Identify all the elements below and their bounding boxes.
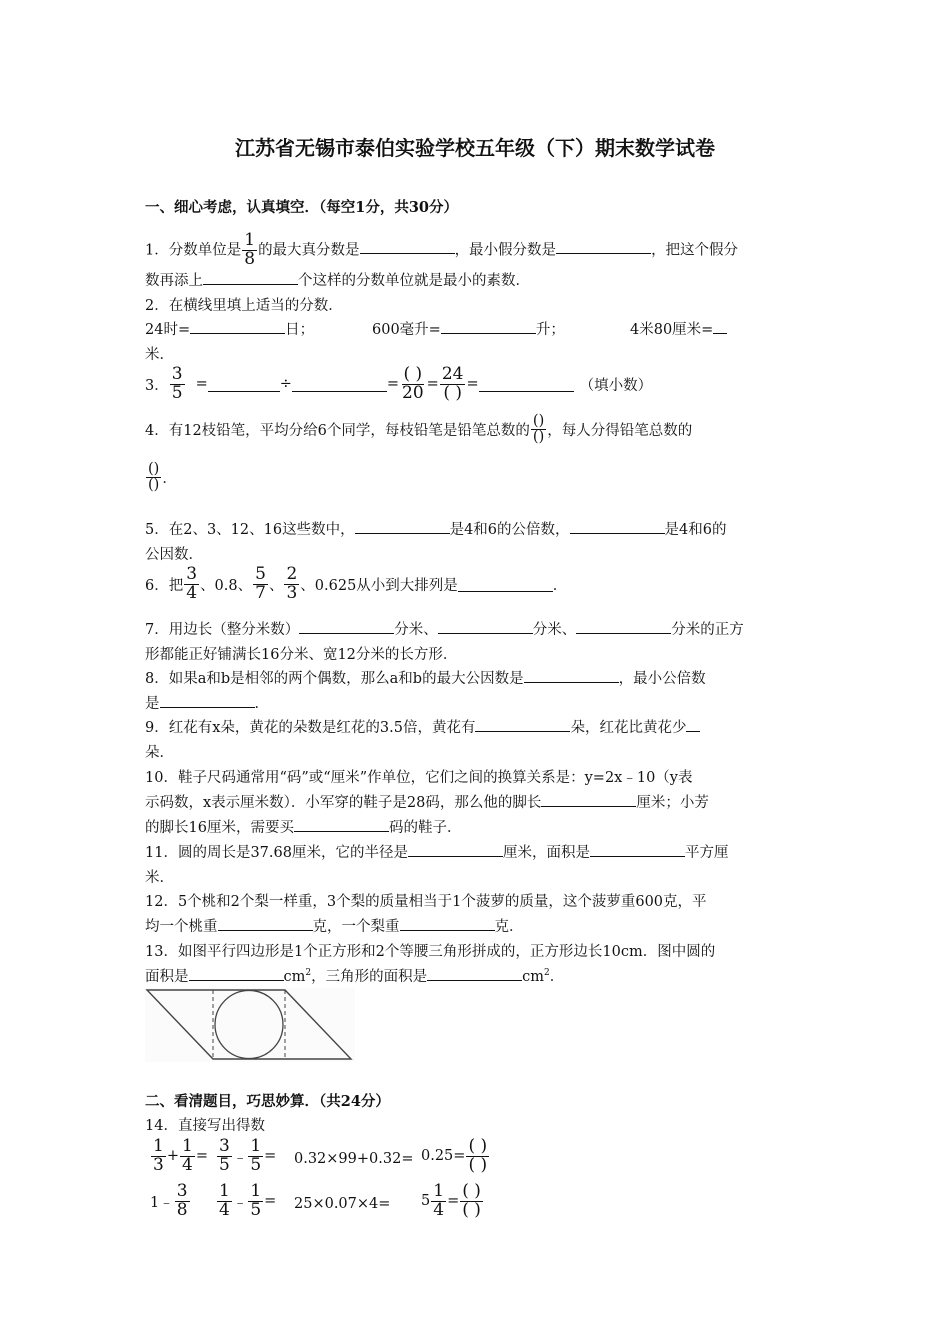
q1-text-c: ，最小假分数是 bbox=[454, 242, 557, 259]
q11-blank-2[interactable] bbox=[590, 842, 685, 857]
question-1-line-2 bbox=[145, 269, 530, 290]
question-1-line-1 bbox=[145, 232, 738, 269]
q1-blank-1[interactable] bbox=[360, 239, 455, 254]
question-7-line-2: 形都能正好铺满长16分米、宽12分米的长方形． bbox=[145, 647, 458, 663]
q4-fraction-blank-2[interactable]: () () bbox=[148, 461, 160, 494]
q10-blank-2[interactable] bbox=[294, 817, 389, 832]
q2-item-a: 24时= 日； bbox=[145, 318, 314, 339]
q14-row2-item1: 1﹣ 3 8 bbox=[150, 1181, 188, 1220]
q3-blank-1[interactable] bbox=[208, 377, 280, 392]
q14-row1-item3: 0.32×99+0.32= bbox=[294, 1151, 414, 1167]
q6-blank[interactable] bbox=[458, 577, 553, 592]
page-title: 江苏省无锡市泰伯实验学校五年级（下）期末数学试卷 bbox=[235, 136, 715, 160]
question-13-line-1: 13．如图平行四边形是1个正方形和2个等腰三角形拼成的，正方形边长10cm．图中圆的 bbox=[145, 944, 716, 960]
q2-item-c-unit: 米． bbox=[145, 347, 174, 363]
q14-row1-item1: 1 3 + $\frac{1}{4}$ = bbox=[153, 1136, 208, 1175]
question-5-line-2: 公因数． bbox=[145, 547, 203, 563]
question-9-line-2: 朵． bbox=[145, 745, 174, 761]
q3-blank-3[interactable] bbox=[479, 377, 574, 392]
q14-fraction-answer-2[interactable]: ( ) ( ) bbox=[462, 1181, 481, 1220]
q9-blank-2[interactable] bbox=[686, 717, 700, 732]
question-4-line-1: 4．有12枝铅笔，平均分给6个同学，每枝铅笔是铅笔总数的 () () ，每人分得铅笔总数的 bbox=[145, 413, 693, 446]
q14-row1-item2: 3 5 ﹣ $\frac{1}{5}$ = bbox=[219, 1136, 277, 1175]
q2-item-c: 4米80厘米= bbox=[630, 318, 727, 339]
question-11-line-1: 11．圆的周长是37.68厘米，它的半径是 厘米，面积是 平方厘 bbox=[145, 841, 728, 862]
q5-blank-1[interactable] bbox=[355, 519, 450, 534]
question-13-line-2: 面积是 $cm^2$，三角形的面积是 $cm^2$． bbox=[145, 965, 564, 986]
question-12-line-1: 12．5个桃和2个梨一样重，3个梨的质量相当于1个菠萝的质量，这个菠萝重600克，平 bbox=[145, 894, 707, 910]
question-7-line-1: 7．用边长（整分米数） 分米、 分米、 分米的正方 bbox=[145, 618, 744, 639]
question-2-text: 2．在横线里填上适当的分数． bbox=[145, 298, 343, 314]
q11-blank-1[interactable] bbox=[408, 842, 503, 857]
q13-blank-1[interactable] bbox=[189, 966, 284, 981]
q2-blank-c[interactable] bbox=[713, 319, 727, 334]
q6-fraction-1: 3 4 bbox=[186, 564, 198, 603]
question-4-line-2: () () ． bbox=[148, 461, 177, 494]
q3-fraction: $\frac{3}{5}$ bbox=[171, 364, 183, 403]
q1-text-b: 的最大真分数是 bbox=[258, 242, 360, 259]
question-6: 6．把 3 4 、0.8、 5 7 、 2 3 、0.625从小到大排列是 ． bbox=[145, 564, 568, 603]
q7-blank-2[interactable] bbox=[438, 619, 533, 634]
question-8-line-1: 8．如果a和b是相邻的两个偶数，那么a和b的最大公因数是 ，最小公倍数 bbox=[145, 667, 706, 688]
q1-text-a: 1．分数单位是 bbox=[145, 242, 242, 259]
q1-blank-3[interactable] bbox=[203, 270, 298, 285]
q1-blank-2[interactable] bbox=[556, 239, 651, 254]
parallelogram-circle-figure bbox=[145, 988, 355, 1062]
q3-fraction-blank-1[interactable]: ( ) 20 bbox=[402, 364, 424, 403]
section-1-heading: 一、细心考虑，认真填空．（每空1分，共30分） bbox=[145, 199, 459, 216]
question-8-line-2: 是 ． bbox=[145, 692, 269, 713]
q14-row2-item4: 5 $\frac{1}{4}$ = ( ) ( ) bbox=[421, 1181, 481, 1220]
section-2-heading: 二、看清题目，巧思妙算．（共24分） bbox=[145, 1093, 390, 1110]
q3-fraction-blank-2[interactable]: 24 ( ) bbox=[441, 364, 464, 403]
q9-blank-1[interactable] bbox=[475, 717, 570, 732]
q6-fraction-3: 2 3 bbox=[286, 564, 298, 603]
q13-blank-2[interactable] bbox=[427, 966, 522, 981]
q2-blank-a[interactable] bbox=[190, 319, 285, 334]
q8-blank-2[interactable] bbox=[160, 693, 255, 708]
question-3: 3． $\frac{3}{5}$ = ÷ = ( ) 20 = 24 ( ) = （填小数） bbox=[145, 364, 653, 403]
question-10-line-1: 10．鞋子尺码通常用“码”或“厘米”作单位，它们之间的换算关系是：y=2x﹣10（y表 bbox=[145, 770, 693, 786]
q14-row2-item3: 25×0.07×4= bbox=[294, 1196, 391, 1212]
question-5-line-1: 5．在2、3、12、16这些数中， 是4和6的公倍数， 是4和6的 bbox=[145, 518, 726, 539]
q1-fraction: $\frac{1}{8}$ bbox=[244, 230, 256, 269]
q2-item-b: 600毫升= 升； bbox=[372, 318, 565, 339]
q7-blank-1[interactable] bbox=[299, 619, 394, 634]
question-9-line-1: 9．红花有x朵，黄花的朵数是红花的3.5倍，黄花有 朵，红花比黄花少 bbox=[145, 716, 700, 737]
q4-fraction-blank-1[interactable]: () () bbox=[532, 413, 545, 446]
question-14-heading: 14．直接写出得数 bbox=[145, 1118, 265, 1134]
q14-fraction-answer-1[interactable]: ( ) ( ) bbox=[468, 1136, 488, 1175]
q7-blank-3[interactable] bbox=[576, 619, 671, 634]
q1-text-d: ，把这个假分 bbox=[651, 242, 739, 259]
q3-blank-2[interactable] bbox=[292, 377, 387, 392]
q1-text-e: 数再添上 bbox=[145, 273, 203, 289]
q14-row1-item4: 0.25= ( ) ( ) bbox=[421, 1136, 488, 1175]
q5-blank-2[interactable] bbox=[570, 519, 665, 534]
q14-row2-item2: 1 4 ﹣ $\frac{1}{5}$ = bbox=[219, 1181, 277, 1220]
q1-text-f: 个这样的分数单位就是最小的素数． bbox=[298, 273, 530, 289]
question-10-line-2: 示码数，x表示厘米数）．小军穿的鞋子是28码，那么他的脚长 厘米；小芳 bbox=[145, 791, 709, 812]
question-11-line-2: 米． bbox=[145, 870, 174, 886]
q6-fraction-2: 5 7 bbox=[255, 564, 266, 603]
q8-blank-1[interactable] bbox=[524, 668, 619, 683]
question-12-line-2: 均一个桃重 克，一个梨重 克． bbox=[145, 915, 524, 936]
question-10-line-3: 的脚长16厘米，需要买 码的鞋子． bbox=[145, 816, 461, 837]
q10-blank-1[interactable] bbox=[541, 792, 636, 807]
q2-blank-b[interactable] bbox=[441, 319, 536, 334]
q12-blank-1[interactable] bbox=[218, 916, 313, 931]
q12-blank-2[interactable] bbox=[400, 916, 495, 931]
